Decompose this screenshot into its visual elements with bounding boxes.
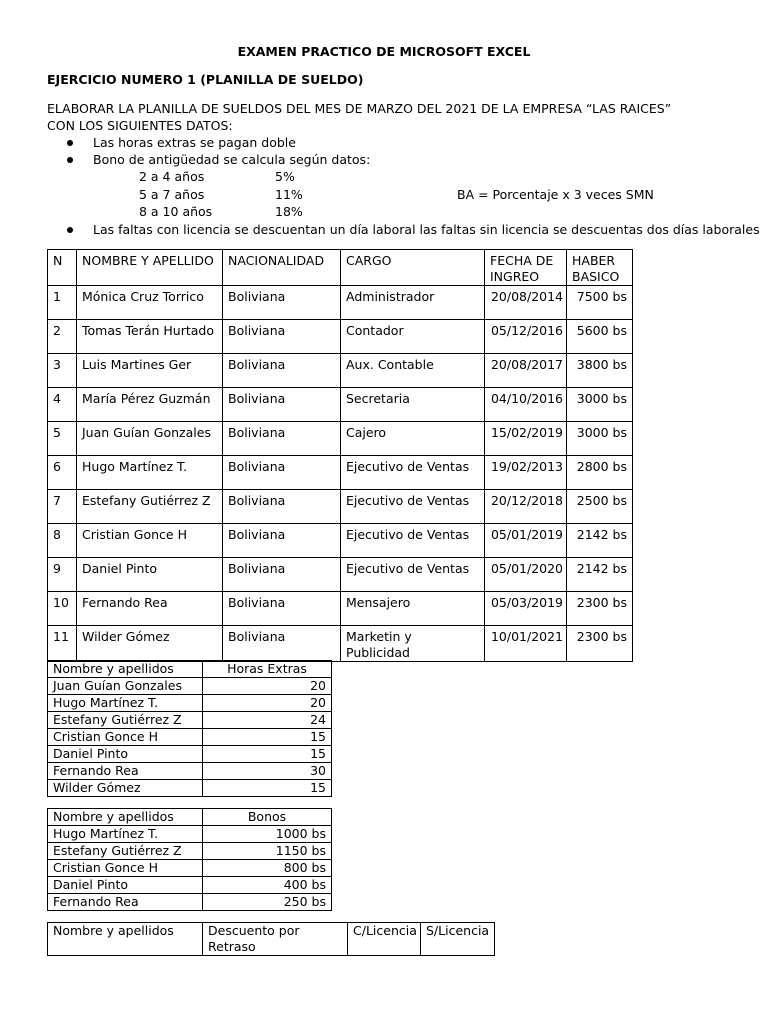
- cell-value: 20: [203, 678, 332, 695]
- cell-value: 1150 bs: [203, 843, 332, 860]
- table-row: [48, 524, 633, 558]
- bono-percent: 18%: [275, 204, 303, 219]
- header-fecha: FECHA DE INGREO: [485, 250, 567, 286]
- bono-years: 8 a 10 años: [139, 204, 213, 219]
- table-row: [48, 456, 633, 490]
- cell-fecha: 20/08/2017: [485, 354, 567, 388]
- cell-fecha: 05/12/2016: [485, 320, 567, 354]
- list-item-text: Las horas extras se pagan doble: [93, 135, 296, 150]
- conditions-list: [47, 134, 760, 238]
- cell-n: 6: [48, 456, 77, 490]
- cell-fecha: 15/02/2019: [485, 422, 567, 456]
- list-item: [47, 151, 747, 168]
- list-item: [47, 221, 760, 238]
- bono-years: 2 a 4 años: [139, 169, 205, 184]
- header-name: Nombre y apellidos: [48, 809, 203, 826]
- bono-rates: [47, 168, 747, 221]
- bullet-icon: [67, 140, 73, 146]
- intro-line-1: ELABORAR LA PLANILLA DE SUELDOS DEL MES DE MARZO DEL 2021 DE LA EMPRESA “LAS RAICES”: [47, 101, 672, 116]
- cell-name: Juan Guían Gonzales: [48, 678, 203, 695]
- bonos-table: [47, 808, 332, 911]
- header-sin-licencia: S/Licencia: [421, 923, 495, 956]
- header-n: N: [48, 250, 77, 286]
- table-header-row: [48, 250, 633, 286]
- cell-name: Daniel Pinto: [48, 746, 203, 763]
- cell-name: Fernando Rea: [77, 592, 223, 626]
- cell-value: 1000 bs: [203, 826, 332, 843]
- header-name: Nombre y apellidos: [48, 923, 203, 956]
- cell-nationality: Boliviana: [223, 456, 341, 490]
- table-row: [48, 286, 633, 320]
- cell-name: Fernando Rea: [48, 763, 203, 780]
- table-row: [48, 780, 332, 797]
- cell-name: Daniel Pinto: [77, 558, 223, 592]
- list-item-text: Las faltas con licencia se descuentan un día laboral las faltas sin licencia se descuentas dos días laborales: [93, 221, 760, 237]
- header-name: NOMBRE Y APELLIDO: [77, 250, 223, 286]
- cell-cargo: Contador: [341, 320, 485, 354]
- cell-cargo: Ejecutivo de Ventas: [341, 456, 485, 490]
- cell-name: Wilder Gómez: [77, 626, 223, 662]
- cell-name: Wilder Gómez: [48, 780, 203, 797]
- cell-value: 15: [203, 746, 332, 763]
- cell-nationality: Boliviana: [223, 626, 341, 662]
- cell-fecha: 19/02/2013: [485, 456, 567, 490]
- table-row: [48, 388, 633, 422]
- cell-n: 7: [48, 490, 77, 524]
- cell-n: 9: [48, 558, 77, 592]
- cell-cargo: Secretaria: [341, 388, 485, 422]
- cell-fecha: 05/03/2019: [485, 592, 567, 626]
- bono-rate-row: [93, 168, 747, 186]
- header-cargo: CARGO: [341, 250, 485, 286]
- cell-nationality: Boliviana: [223, 558, 341, 592]
- table-row: [48, 422, 633, 456]
- cell-n: 1: [48, 286, 77, 320]
- page-title: EXAMEN PRACTICO DE MICROSOFT EXCEL: [237, 44, 531, 59]
- bono-percent: 11%: [275, 186, 303, 202]
- cell-value: 24: [203, 712, 332, 729]
- cell-haber: 2300 bs: [567, 592, 633, 626]
- cell-name: Cristian Gonce H: [48, 729, 203, 746]
- cell-name: Mónica Cruz Torrico: [77, 286, 223, 320]
- cell-fecha: 04/10/2016: [485, 388, 567, 422]
- cell-haber: 3800 bs: [567, 354, 633, 388]
- table-row: [48, 877, 332, 894]
- cell-n: 2: [48, 320, 77, 354]
- header-con-licencia: C/Licencia: [348, 923, 421, 956]
- cell-value: 800 bs: [203, 860, 332, 877]
- bono-rate-row: [93, 203, 747, 221]
- cell-haber: 2800 bs: [567, 456, 633, 490]
- table-row: [48, 320, 633, 354]
- cell-name: Tomas Terán Hurtado: [77, 320, 223, 354]
- table-header-row: [48, 923, 495, 956]
- cell-value: 15: [203, 780, 332, 797]
- table-row: [48, 695, 332, 712]
- cell-haber: 7500 bs: [567, 286, 633, 320]
- cell-nationality: Boliviana: [223, 524, 341, 558]
- cell-name: Hugo Martínez T.: [48, 695, 203, 712]
- bullet-icon: [67, 227, 73, 233]
- cell-fecha: 20/08/2014: [485, 286, 567, 320]
- cell-name: Estefany Gutiérrez Z: [48, 843, 203, 860]
- header-retraso: Descuento por Retraso: [203, 923, 348, 956]
- cell-nationality: Boliviana: [223, 490, 341, 524]
- cell-name: Daniel Pinto: [48, 877, 203, 894]
- cell-n: 4: [48, 388, 77, 422]
- table-row: [48, 860, 332, 877]
- cell-cargo: Ejecutivo de Ventas: [341, 490, 485, 524]
- intro-text: [47, 100, 671, 134]
- cell-nationality: Boliviana: [223, 592, 341, 626]
- cell-n: 5: [48, 422, 77, 456]
- table-row: [48, 678, 332, 695]
- cell-haber: 2500 bs: [567, 490, 633, 524]
- header-horas: Horas Extras: [203, 661, 332, 678]
- table-row: [48, 763, 332, 780]
- table-header-row: [48, 809, 332, 826]
- cell-haber: 2142 bs: [567, 524, 633, 558]
- cell-cargo: Ejecutivo de Ventas: [341, 524, 485, 558]
- header-nationality: NACIONALIDAD: [223, 250, 341, 286]
- cell-fecha: 10/01/2021: [485, 626, 567, 662]
- cell-cargo: Administrador: [341, 286, 485, 320]
- bono-rate-row: [93, 186, 747, 204]
- cell-n: 3: [48, 354, 77, 388]
- cell-name: Estefany Gutiérrez Z: [48, 712, 203, 729]
- cell-nationality: Boliviana: [223, 388, 341, 422]
- table-row: [48, 354, 633, 388]
- cell-cargo: Ejecutivo de Ventas: [341, 558, 485, 592]
- table-row: [48, 558, 633, 592]
- bono-formula: BA = Porcentaje x 3 veces SMN: [457, 186, 654, 202]
- list-item-text: Bono de antigüedad se calcula según datos:: [93, 152, 371, 167]
- cell-haber: 3000 bs: [567, 388, 633, 422]
- cell-haber: 2142 bs: [567, 558, 633, 592]
- cell-nationality: Boliviana: [223, 320, 341, 354]
- cell-cargo: Aux. Contable: [341, 354, 485, 388]
- cell-n: 10: [48, 592, 77, 626]
- exercise-heading: EJERCICIO NUMERO 1 (PLANILLA DE SUELDO): [47, 72, 364, 87]
- table-header-row: [48, 661, 332, 678]
- cell-fecha: 20/12/2018: [485, 490, 567, 524]
- table-row: [48, 746, 332, 763]
- cell-name: Luis Martines Ger: [77, 354, 223, 388]
- table-row: [48, 843, 332, 860]
- table-row: [48, 592, 633, 626]
- header-name: Nombre y apellidos: [48, 661, 203, 678]
- descuentos-table: [47, 922, 495, 956]
- cell-haber: 5600 bs: [567, 320, 633, 354]
- cell-value: 30: [203, 763, 332, 780]
- payroll-table: [47, 249, 633, 662]
- cell-cargo: Cajero: [341, 422, 485, 456]
- horas-extras-table: [47, 660, 332, 797]
- cell-n: 8: [48, 524, 77, 558]
- cell-value: 20: [203, 695, 332, 712]
- cell-value: 15: [203, 729, 332, 746]
- cell-value: 250 bs: [203, 894, 332, 911]
- cell-name: Cristian Gonce H: [77, 524, 223, 558]
- cell-nationality: Boliviana: [223, 286, 341, 320]
- table-row: [48, 826, 332, 843]
- cell-name: María Pérez Guzmán: [77, 388, 223, 422]
- cell-nationality: Boliviana: [223, 422, 341, 456]
- intro-line-2: CON LOS SIGUIENTES DATOS:: [47, 118, 233, 133]
- cell-haber: 3000 bs: [567, 422, 633, 456]
- cell-nationality: Boliviana: [223, 354, 341, 388]
- cell-name: Hugo Martínez T.: [48, 826, 203, 843]
- table-row: [48, 712, 332, 729]
- cell-value: 400 bs: [203, 877, 332, 894]
- cell-fecha: 05/01/2019: [485, 524, 567, 558]
- cell-name: Estefany Gutiérrez Z: [77, 490, 223, 524]
- bono-percent: 5%: [275, 169, 295, 184]
- cell-n: 11: [48, 626, 77, 662]
- header-haber: HABER BASICO: [567, 250, 633, 286]
- header-bonos: Bonos: [203, 809, 332, 826]
- cell-cargo: Mensajero: [341, 592, 485, 626]
- bullet-icon: [67, 157, 73, 163]
- cell-fecha: 05/01/2020: [485, 558, 567, 592]
- table-row: [48, 894, 332, 911]
- bono-years: 5 a 7 años: [139, 186, 205, 202]
- list-item: [47, 134, 747, 151]
- table-row: [48, 490, 633, 524]
- cell-haber: 2300 bs: [567, 626, 633, 662]
- cell-name: Juan Guían Gonzales: [77, 422, 223, 456]
- table-row: [48, 626, 633, 662]
- cell-cargo: Marketin y Publicidad: [341, 626, 485, 662]
- cell-name: Hugo Martínez T.: [77, 456, 223, 490]
- table-row: [48, 729, 332, 746]
- cell-name: Fernando Rea: [48, 894, 203, 911]
- cell-name: Cristian Gonce H: [48, 860, 203, 877]
